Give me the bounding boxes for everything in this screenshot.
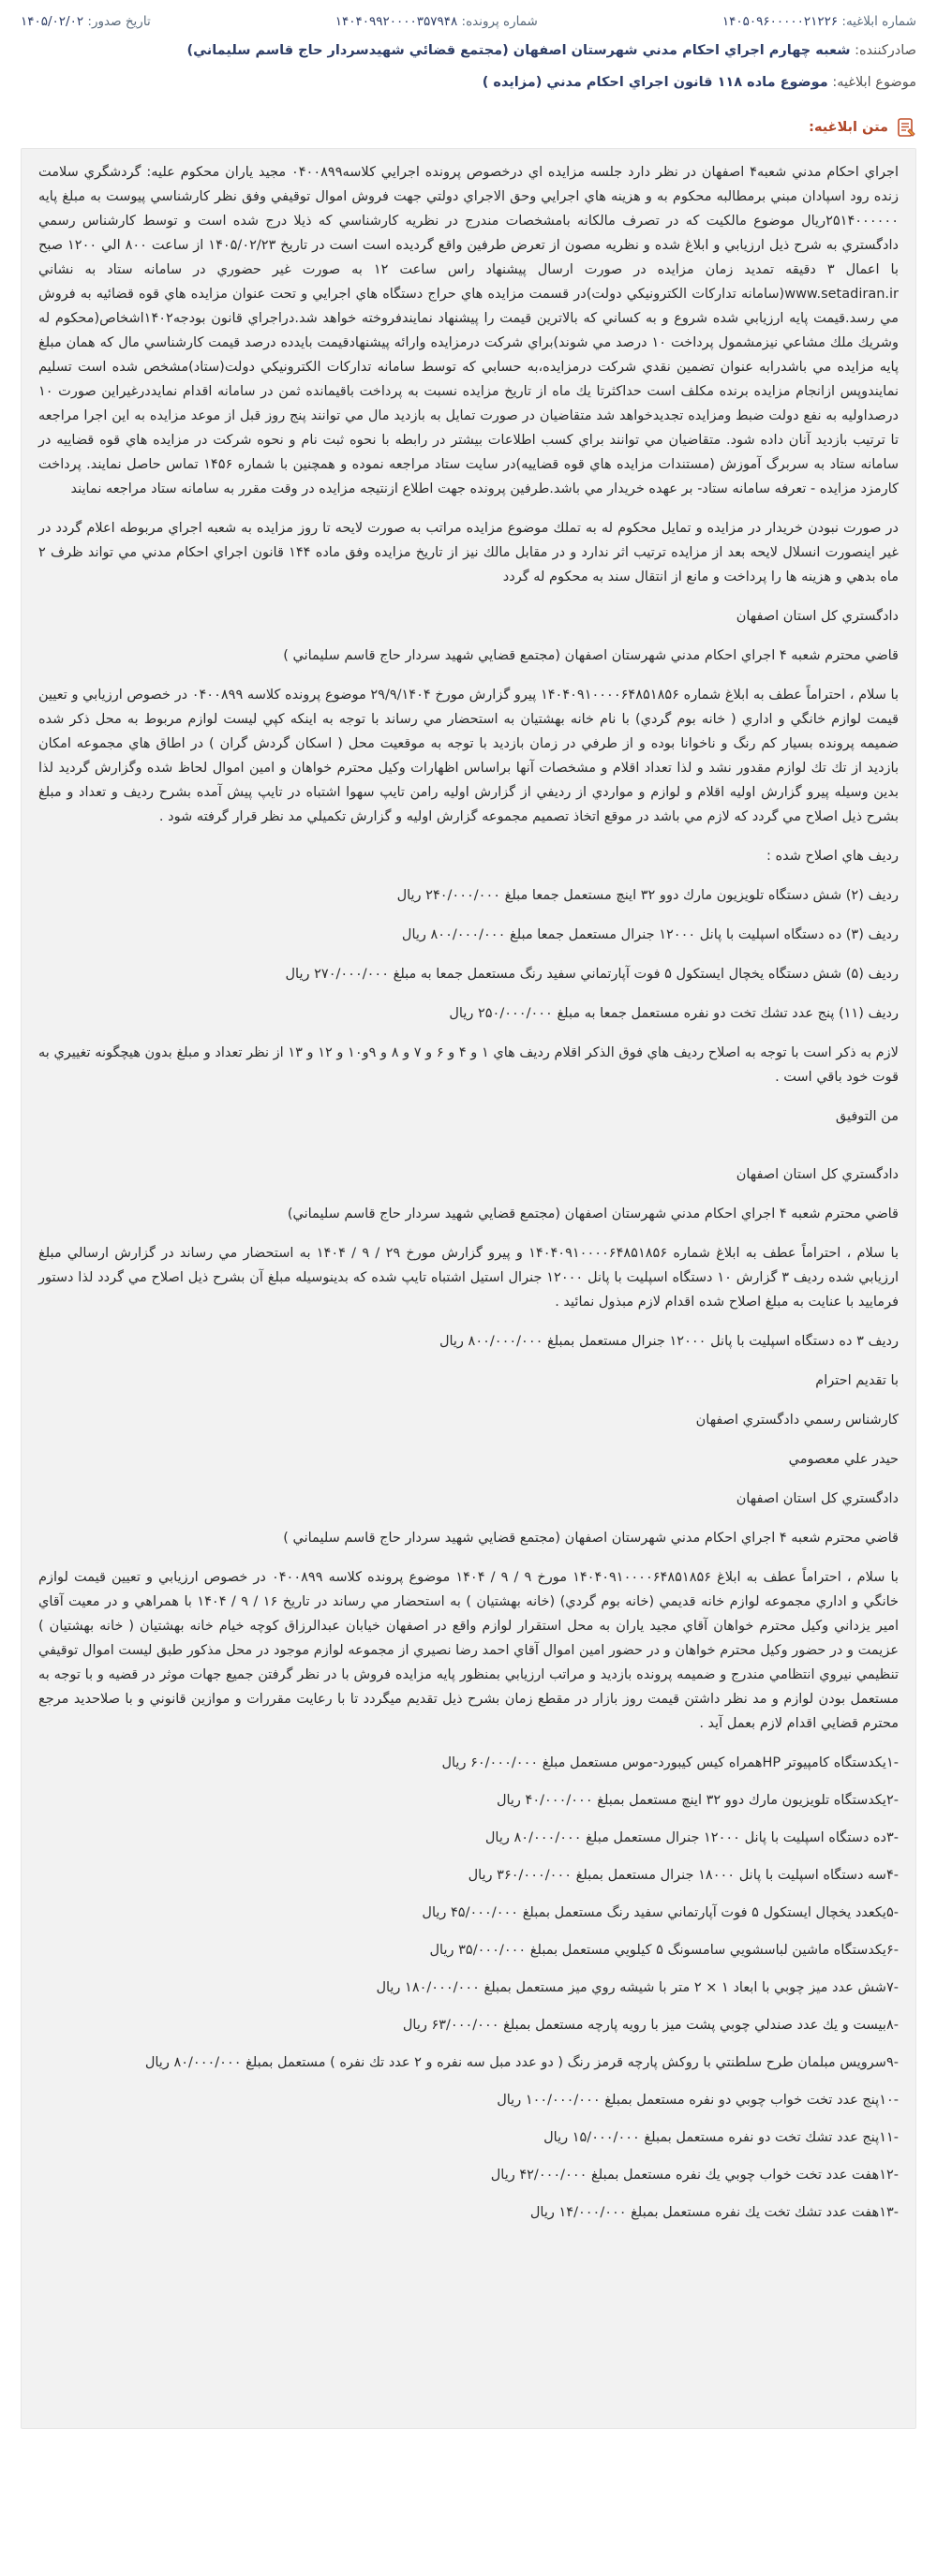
asset-item: -۵يكعدد يخچال ايستكول ۵ فوت آپارتماني سفيد رنگ مستعمل بمبلغ ۴۵/۰۰۰/۰۰۰ ريال: [422, 1905, 899, 1920]
asset-item: -۷شش عدد ميز چوبي با ابعاد ۱ × ۲ متر با شيشه روي ميز مستعمل بمبلغ ۱۸۰/۰۰۰/۰۰۰ ريال: [376, 1980, 899, 1995]
corrected-row-item: رديف (۵) شش دستگاه يخچال ايستكول ۵ فوت آپارتماني سفيد رنگ مستعمل جمعا به مبلغ ۲۷۰/۰۰۰/۰۰۰ ريال: [285, 967, 899, 982]
signature-title: كارشناس رسمي دادگستري اصفهان: [695, 1413, 899, 1428]
court-heading: دادگستري كل استان اصفهان: [736, 1167, 899, 1182]
corrected-row-item: رديف (۱۱) پنج عدد تشك تخت دو نفره مستعمل جمعا به مبلغ ۲۵۰/۰۰۰/۰۰۰ ريال: [449, 1006, 899, 1021]
case-number-label: شماره پرونده:: [461, 14, 538, 29]
asset-item: -۲يكدستگاه تلويزيون مارك دوو ۳۲ اينچ مستعمل بمبلغ ۴۰/۰۰۰/۰۰۰ ريال: [496, 1793, 899, 1808]
report-paragraph: با سلام ، احتراماً عطف به ابلاغ شماره ۱۴۰۴۰۹۱۰۰۰۰۶۴۸۵۱۸۵۶ پيرو گزارش مورخ ۲۹/۹/۱۴۰۴ موضوع پرونده كلاسه ۰۴۰۰۸۹۹ در خصوص ارزيابي و تعيين قيمت لوازم خانگي و اداري ( خانه بوم گردي) با نام خانه بهشتيان به استحضار مي رساند با توجه به اينكه كپي ليست لوازم مربوط به محل ذكر شده ضميمه پرونده بسيار كم رنگ و ناخوانا بوده و از طرفي در زمان بازديد با توجه به موقعيت محل ( اسكان گردش گران ) در اطاق هاي مجموعه امكان بازديد از تك تك لوازم مقدور نشد و لذا تعداد اقلام و مشخصات آنها براساس اظهارات وكيل محترم خواهان و امين اموال لحاظ شده وگزارش گرديد لذا بدين وسيله پيرو گزارش اوليه اقلام و لوازم و مواردي از رديفي از گزارش اوليه رامن تايپ سهوا اشتباه در تايپ پيش آمده بشرح رديف و تعداد و مبلغ بشرح ذيل اصلاح مي گردد كه لازم مي باشد در موقع اتخاذ تصميم مجموعه گزارش اوليه و گزارش تكميلي مد نظر قرار گرفته شود .: [38, 688, 899, 824]
issuer-value: شعبه چهارم اجراي احكام مدني شهرستان اصفهان (مجتمع قضائي شهيدسردار حاج قاسم سليماني): [186, 43, 851, 58]
corrected-rows-heading: رديف هاي اصلاح شده :: [766, 849, 899, 864]
issuer-row: [0, 37, 937, 64]
asset-item: -۱۱پنج عدد تشك تخت دو نفره مستعمل بمبلغ ۱۵/۰۰۰/۰۰۰ ريال: [543, 2130, 899, 2145]
asset-item: -۱۲هفت عدد تخت خواب چوبي يك نفره مستعمل بمبلغ ۴۲/۰۰۰/۰۰۰ ريال: [490, 2168, 899, 2183]
issuer-label: صادرکننده:: [855, 43, 916, 58]
auction-paragraph-2: در صورت نبودن خريدار در مزايده و تمايل محكوم له به تملك موضوع مزايده مراتب به صورت لايحه تا روز مزايده به شعبه اجراي مربوطه اعلام گردد در غير اينصورت انسلال لايحه بعد از مزايده ترتيب اثر ندارد و در مقابل مالك نيز از تاريخ مزايده وفق ماده ۱۴۴ قانون اجراي احكام مدني مي تواند ظرف ۲ ماه بدهي و هزينه ها را پرداخت و مانع از انتقال سند به محكوم له گردد: [38, 521, 899, 585]
subject-label: موضوع ابلاغیه:: [832, 75, 916, 90]
asset-item: -۳ده دستگاه اسپليت با پانل ۱۲۰۰۰ جنرال مستعمل مبلغ ۸۰/۰۰۰/۰۰۰ ريال: [484, 1830, 899, 1845]
assessment-paragraph: با سلام ، احتراماً عطف به ابلاغ ۱۴۰۴۰۹۱۰۰۰۰۶۴۸۵۱۸۵۶ مورخ ۹ / ۹ / ۱۴۰۴ موضوع پرونده كلاسه ۰۴۰۰۸۹۹ در خصوص ارزيابي و تعيين قيمت لوازم خانگي و اداري مجموعه لوازم خانه قديمي (خانه بوم گردي) (خانه بهشتيان ) به استحضار مي رساند در تاريخ ۱۶ / ۹ / ۱۴۰۴ با همراهي و در معيت آقاي امير يزداني وكيل محترم خواهان آقاي مجيد ياران به محل استقرار لوازم واقع در اصفهان خيابان عبدالرزاق كوچه خيام خانه بهشتيان ( خانه بهشتيان ) عزيمت و در حضور وكيل محترم خواهان و در حضور امين اموال آقاي احمد رضا نصيري از مجموعه لوازم موجود در محل مذكور طبق ليست اموال توقيفي تنظيمي نيروي انتظامي مندرج و ضميمه پرونده بازديد و مراتب ارزيابي بمنظور پايه مزايده فروش با در نظر گرفتن جميع جهات موثر در قضيه و با توجه به مستعمل بودن لوازم و مد نظر داشتن قيمت روز بازار در مقطع زمان بشرح ذيل تقديم ميگردد تا با رعايت مقررات و موازين قانوني و با صلاحديد مرجع محترم قضايي اقدام لازم بعمل آيد .: [38, 1570, 900, 1731]
judge-heading: قاضي محترم شعبه ۴ اجراي احكام مدني شهرستان اصفهان (مجتمع قضايي شهيد سردار حاج قاسم سليماني ): [283, 1531, 899, 1546]
judge-heading: قاضي محترم شعبه ۴ اجراي احكام مدني شهرستان اصفهان (مجتمع قضايي شهيد سردار حاج قاسم سليماني ): [283, 648, 899, 663]
case-number-value: ۱۴۰۴۰۹۹۲۰۰۰۰۳۵۷۹۴۸: [335, 14, 458, 29]
notice-body: [21, 148, 916, 2429]
note-paragraph: لازم به ذكر است با توجه به اصلاح رديف هاي فوق الذكر اقلام رديف هاي ۱ و ۴ و ۶ و ۷ و ۸ و ۹و۱۰ و ۱۲ و ۱۳ از نظر تعداد و مبلغ بدون هيچگونه تغييري به قوت خود باقي است .: [38, 1045, 899, 1085]
issue-date-label: تاریخ صدور:: [87, 14, 151, 29]
auction-paragraph: اجراي احكام مدني شعبه۴ اصفهان در نظر دارد جلسه مزايده اي درخصوص پرونده اجرايي كلاسه۰۴۰۰۸۹۹ مجيد ياران محكوم عليه: گردشگري سلامت زنده رود اسپادان مبني برمطالبه محكوم به و هزينه هاي اجرايي وحق الاجراي دولتي جهت فروش اموال توقيفي وفق نظر كارشناسي پيوست به مبلغ پايه ۲۵۱۴۰۰۰۰۰۰ريال موضوع مالكيت كه در تصرف مالكانه بامشخصات مندرج در نظريه كارشناسي كه ذيلا درج شده است و توسط كارشناس رسمي دادگستري به شرح ذيل ارزيابي و ابلاغ شده و نظريه مصون از تعرض طرفين واقع گرديده است است در تاريخ ۱۴۰۵/۰۲/۲۳ از ساعت ۸۰۰ الي ۱۲۰۰ صبح با اعمال ۳ دقيقه تمديد زمان مزايده در صورت ارسال پيشنهاد راس ساعت ۱۲ به صورت غير حضوري در سامانه ستاد به نشاني www.setadiran.ir(سامانه تداركات الكترونيكي دولت)در قسمت مزايده هاي حراج دستگاه هاي اجرايي و تحت عنوان مزايده هاي قوه قضائيه به فروش مي رسد.قيمت پايه ارزيابي شده شروع و به كساني كه بالاترين قيمت را پيشنهاد نمايندفروخته خواهد شد.دراجراي قانون بودجه۱۴۰۲اشخاص(محكوم له وشريك ملك مشاعي نيزمشمول پرداخت ۱۰ درصد مي شوند)براي شركت درمزايده وارائه پيشنهادقيمت بايدده درصد قيمت كارشناسي مال كه همان مبلغ پايه مزايده مي باشدرابه عنوان تضمين نقدي شركت درمزايده،به حسابي كه توسط سامانه تداركات الكترونيكي دولت(ستاد)مشخص شده است تسليم نمايندوپس ازانجام مزايده برنده مكلف است حداكثرتا يك ماه از تاريخ مزايده نسبت به پرداخت باقيمانده ثمن در سامانه اقدام نمايددرغيراين صورت ۱۰ درصداوليه به نفع دولت ضبط ومزايده تجديدخواهد شد متقاضيان در صورت تمايل به بازديد مال مي توانند پنج روز قبل از موعد مزايده به اين اجرا مراجعه تا ترتيب بازديد آنان داده شود. متقاضيان مي توانند براي كسب اطلاعات بيشتر در رابطه با نحوه ثبت نام و نحوه شركت در مزايده هاي قوه قضاييه در سامانه ستاد به سربرگ آموزش (مستندات مزايده هاي قوه قضاييه)در سايت ستاد مراجعه نموده و همچنين با شماره ۱۴۵۶ تماس حاصل نمايند. پرداخت كارمزد مزايده - تعرفه سامانه ستاد- بر عهده خريدار مي باشد.طرفين پرونده جهت اطلاع ازنتيجه مزايده در وقت مقرر به سامانه ستاد مراجعه نمايند: [38, 165, 900, 496]
asset-item: -۱۰پنج عدد تخت خواب چوبي دو نفره مستعمل بمبلغ ۱۰۰/۰۰۰/۰۰۰ ريال: [497, 2093, 899, 2108]
case-number: [335, 14, 538, 29]
asset-item: -۱يكدستگاه كامپيوتر HPهمراه كيس كيبورد-موس مستعمل مبلغ ۶۰/۰۰۰/۰۰۰ ريال: [441, 1755, 899, 1770]
issue-date-value: ۱۴۰۵/۰۲/۰۲: [21, 14, 84, 29]
meta-row: [0, 11, 937, 32]
notice-text-header: [0, 114, 937, 141]
asset-item: -۸بيست و يك عدد صندلي چوبي پشت ميز با رويه پارچه مستعمل بمبلغ ۶۳/۰۰۰/۰۰۰ ريال: [402, 2018, 899, 2033]
notice-number-value: ۱۴۰۵۰۹۶۰۰۰۰۰۲۱۲۲۶: [721, 14, 839, 29]
court-heading: دادگستري كل استان اصفهان: [736, 1491, 899, 1506]
document-icon: [896, 117, 916, 138]
notice-number-label: شماره ابلاغیه:: [841, 14, 916, 29]
closing-phrase: من التوفيق: [835, 1109, 899, 1124]
subject-row: [0, 69, 937, 96]
asset-item: -۴سه دستگاه اسپليت با پانل ۱۸۰۰۰ جنرال مستعمل بمبلغ ۳۶۰/۰۰۰/۰۰۰ ريال: [468, 1868, 899, 1883]
judge-heading: قاضي محترم شعبه ۴ اجراي احكام مدني شهرستان اصفهان (مجتمع قضايي شهيد سردار حاج قاسم سليماني): [287, 1207, 899, 1221]
corrected-row-item: رديف (۳) ده دستگاه اسپليت با پانل ۱۲۰۰۰ جنرال مستعمل جمعا مبلغ ۸۰۰/۰۰۰/۰۰۰ ريال: [401, 927, 899, 942]
issue-date: [21, 14, 151, 29]
court-heading: دادگستري كل استان اصفهان: [736, 609, 899, 624]
asset-item: -۹سرويس مبلمان طرح سلطنتي با روكش پارچه قرمز رنگ ( دو عدد مبل سه نفره و ۲ عدد تك نفره ) مستعمل بمبلغ ۸۰/۰۰۰/۰۰۰ ريال: [144, 2055, 899, 2070]
correction-paragraph: با سلام ، احتراماً عطف به ابلاغ شماره ۱۴۰۴۰۹۱۰۰۰۰۶۴۸۵۱۸۵۶ و پيرو گزارش مورخ ۲۹ / ۹ / ۱۴۰۴ به استحضار مي رساند در گزارش ارسالي مبلغ ارزيابي شده رديف ۳ گزارش ۱۰ دستگاه اسپليت با پانل ۱۲۰۰۰ جنرال استيل اشتباه تايپ شده كه بدينوسيله مبلغ آن بشرح ذيل اصلاح مي گردد لذا دستور فرماييد با عنايت به مبلغ اصلاح شده اقدام لازم مبذول نمائيد .: [38, 1246, 900, 1310]
signature-greeting: با تقديم احترام: [815, 1373, 899, 1388]
notice-number: [722, 14, 916, 29]
signature-name: حيدر علي معصومي: [788, 1452, 899, 1467]
subject-value: موضوع ماده ۱۱۸ قانون اجراي احكام مدني (مزايده ): [482, 75, 828, 90]
correction-row: رديف ۳ ده دستگاه اسپليت با پانل ۱۲۰۰۰ جنرال مستعمل بمبلغ ۸۰۰/۰۰۰/۰۰۰ ريال: [439, 1334, 899, 1349]
notice-text-title: متن ابلاغیه:: [809, 120, 888, 135]
corrected-row-item: رديف (۲) شش دستگاه تلويزيون مارك دوو ۳۲ اينچ مستعمل جمعا مبلغ ۲۴۰/۰۰۰/۰۰۰ ريال: [396, 888, 899, 903]
asset-item: -۶يكدستگاه ماشين لباسشويي سامسونگ ۵ كيلويي مستعمل بمبلغ ۳۵/۰۰۰/۰۰۰ ريال: [429, 1943, 899, 1958]
asset-item: -۱۳هفت عدد تشك تخت يك نفره مستعمل بمبلغ ۱۴/۰۰۰/۰۰۰ ريال: [529, 2205, 899, 2220]
